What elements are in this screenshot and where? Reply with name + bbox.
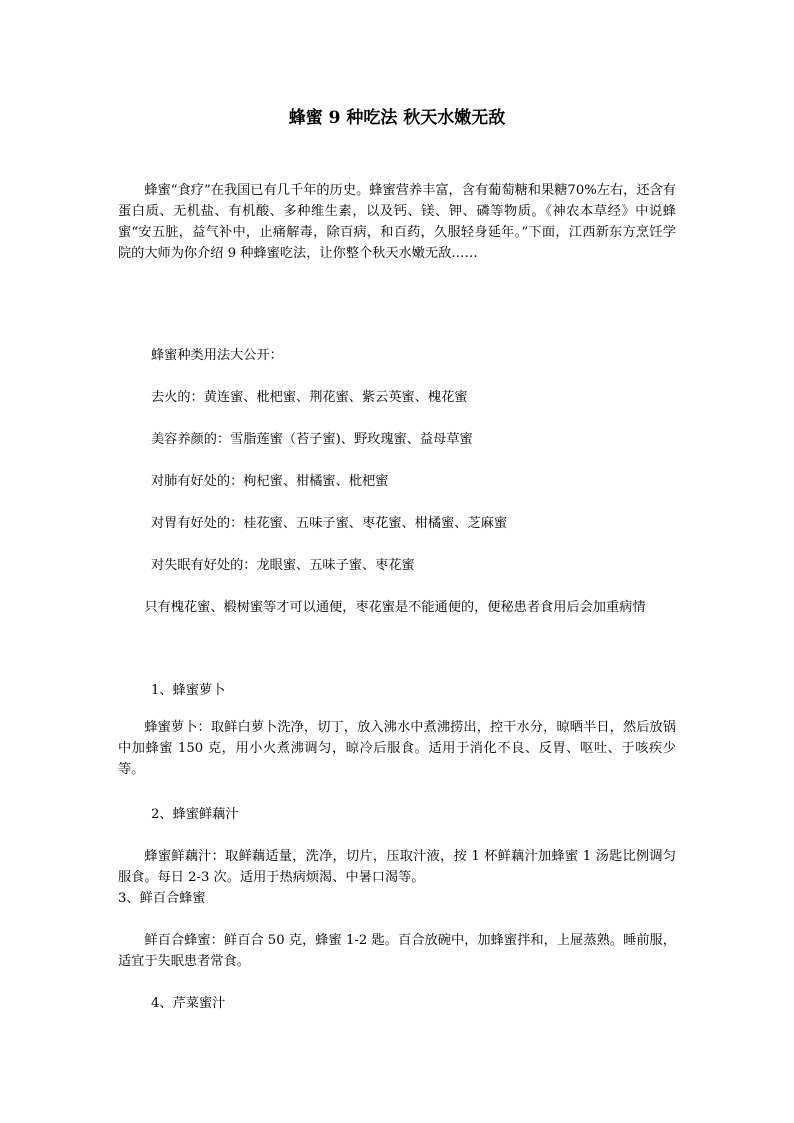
- recipe-1-heading: 1、蜂蜜萝卜: [151, 683, 226, 698]
- recipe-1-body: 蜂蜜萝卜：取鲜白萝卜洗净，切丁，放入沸水中煮沸捞出，控干水分，晾晒半日，然后放锅中加蜂蜜 150 克，用小火煮沸调匀，晾冷后服食。适用于消化不良、反胃、呕吐、于咳疾少等。: [118, 720, 676, 777]
- type-item-fire: 去火的：黄连蜜、枇杷蜜、荆花蜜、紫云英蜜、槐花蜜: [151, 390, 468, 405]
- recipe-2-body: 蜂蜜鲜藕汁：取鲜藕适量，洗净，切片，压取汁液，按 1 杯鲜藕汁加蜂蜜 1 汤匙比例调匀服食。每日 2-3 次。适用于热病烦渴、中暑口渴等。: [118, 849, 676, 885]
- type-item-beauty: 美容养颜的：雪脂莲蜜（苔子蜜)、野玫瑰蜜、益母草蜜: [151, 432, 473, 447]
- recipe-3-body: 鲜百合蜂蜜：鲜百合 50 克，蜂蜜 1-2 匙。百合放碗中，加蜂蜜拌和，上屉蒸熟。睡前服，适宜于失眠患者常食。: [118, 933, 676, 969]
- recipe-3-heading: 3、鲜百合蜂蜜: [118, 891, 206, 906]
- intro-paragraph: 蜂蜜“食疗”在我国已有几千年的历史。蜂蜜营养丰富，含有葡萄糖和果糖70%左右，还含有蛋白质、无机盐、有机酸、多种维生素，以及钙、镁、钾、磷等物质。《神农本草经》中说蜂蜜“安五脏，益气补中，止痛解毒，除百病，和百药，久服轻身延年。”下面，江西新东方烹饪学院的大师为你介绍 9 种蜂蜜吃法，让你整个秋天水嫩无敌……: [118, 183, 676, 261]
- recipe-4-heading: 4、芹菜蜜汁: [151, 996, 226, 1011]
- types-heading: 蜂蜜种类用法大公开：: [151, 348, 283, 363]
- type-item-insomnia: 对失眠有好处的：龙眼蜜、五味子蜜、枣花蜜: [151, 558, 415, 573]
- type-item-stomach: 对胃有好处的：桂花蜜、五味子蜜、枣花蜜、柑橘蜜、芝麻蜜: [151, 516, 508, 531]
- page-title: 蜂蜜 9 种吃法 秋天水嫩无敌: [288, 108, 506, 128]
- constipation-note: 只有槐花蜜、椴树蜜等才可以通便，枣花蜜是不能通便的，便秘患者食用后会加重病情: [144, 600, 646, 615]
- recipe-2-heading: 2、蜂蜜鲜藕汁: [151, 807, 239, 822]
- type-item-lung: 对肺有好处的：枸杞蜜、柑橘蜜、枇杷蜜: [151, 474, 389, 489]
